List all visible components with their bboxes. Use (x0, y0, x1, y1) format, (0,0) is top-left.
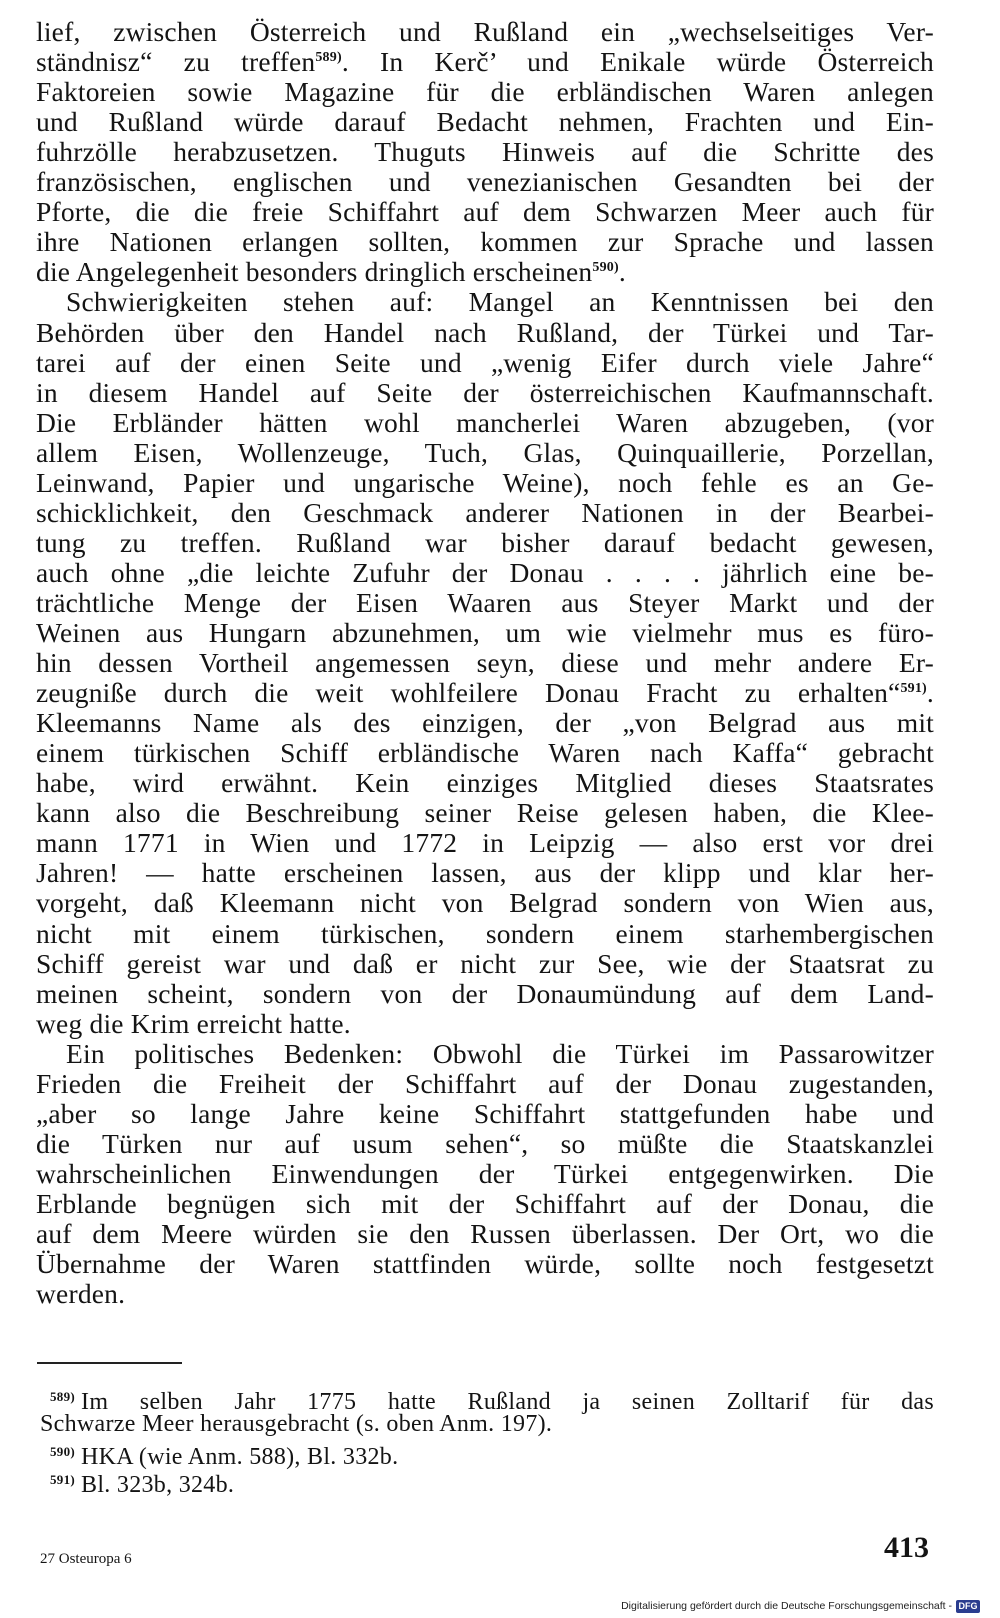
text-line: auf dem Meere würden sie den Russen überlassen. Der Ort, wo die (36, 1218, 934, 1249)
text-line: und Rußland würde darauf Bedacht nehmen, Frachten und Ein- (36, 106, 934, 138)
text-line: Behörden über den Handel nach Rußland, der Türkei und Tar- (36, 316, 934, 348)
text-line: werden. (36, 1278, 126, 1310)
footnote-text: Bl. 323b, 324b. (81, 1472, 235, 1498)
text-line: ständnisz“ zu treffen$^{589)}$. In Kerč’ und Enikale würde Österreich (36, 46, 934, 78)
text-line: tarei auf der einen Seite und „wenig Eifer durch viele Jahre“ (36, 346, 934, 378)
text-line: Pforte, die die freie Schiffahrt auf dem Schwarzen Meer auch für (36, 196, 934, 228)
text-line: Kleemanns Name als des einzigen, der „von Belgrad aus mit (36, 707, 934, 739)
text-line: habe, wird erwähnt. Kein einziges Mitglied dieses Staatsrates (36, 767, 934, 799)
text-line: in diesem Handel auf Seite der österreichischen Kaufmannschaft. (36, 376, 934, 408)
text-line: kann also die Beschreibung seiner Reise gelesen haben, die Klee- (36, 797, 934, 829)
dfg-logo: DFG (956, 1600, 980, 1613)
text-line: allem Eisen, Wollenzeuge, Tuch, Glas, Quinquaillerie, Porzellan, (36, 436, 934, 468)
footnote-line (50, 1438, 399, 1470)
text-line: Die Erbländer hätten wohl mancherlei Waren abzugeben, (vor (36, 406, 934, 438)
text-line: fuhrzölle herabzusetzen. Thuguts Hinweis auf die Schritte des (36, 136, 934, 168)
text-line: hin dessen Vortheil angemessen seyn, diese und mehr andere Er- (36, 647, 934, 679)
text-line: wahrscheinlichen Einwendungen der Türkei entgegenwirken. Die (36, 1157, 934, 1189)
text-line: Ein politisches Bedenken: Obwohl die Türkei im Passarowitzer (66, 1037, 934, 1069)
text-line: französischen, englischen und venezianischen Gesandten bei der (36, 166, 934, 198)
text-line: Leinwand, Papier und ungarische Weine), noch fehle es an Ge- (36, 466, 934, 498)
text-line: nicht mit einem türkischen, sondern einem starhembergischen (36, 917, 934, 949)
text-line: Schwierigkeiten stehen auf: Mangel an Kenntnissen bei den (66, 286, 934, 318)
text-line: Erblande begnügen sich mit der Schiffahrt auf der Donau, die (36, 1187, 934, 1219)
text-line: meinen scheint, sondern von der Donaumündung auf dem Land- (36, 977, 934, 1009)
text-line: lief, zwischen Österreich und Rußland ein „wechselseitiges Ver- (36, 16, 934, 47)
footnote-line (50, 1383, 934, 1415)
footnote-marker: 589) (315, 50, 342, 66)
footnote-separator (37, 1362, 182, 1364)
text-line: „aber so lange Jahre keine Schiffahrt stattgefunden habe und (36, 1097, 934, 1129)
footnote-text: Im selben Jahr 1775 hatte Rußland ja seinen Zolltarif für das (81, 1389, 934, 1415)
printer-signature: 27 Osteuropa 6 (40, 1551, 132, 1567)
footnote-number: 590) (50, 1444, 76, 1459)
text-line: weg die Krim erreicht hatte. (36, 1007, 351, 1039)
text-line: die Türken nur auf usum sehen“, so müßte die Staatskanzlei (36, 1127, 934, 1159)
text-line: Übernahme der Waren stattfinden würde, sollte noch festgesetzt (36, 1248, 934, 1280)
text-line: die Angelegenheit besonders dringlich erscheinen$^{590)}$. (36, 256, 626, 288)
text-line: trächtliche Menge der Eisen Waaren aus Steyer Markt und der (36, 586, 934, 618)
text-line: schicklichkeit, den Geschmack anderer Nationen in der Bearbei- (36, 496, 934, 528)
page-number: 413 (884, 1531, 929, 1564)
text-line: Frieden die Freiheit der Schiffahrt auf der Donau zugestanden, (36, 1067, 934, 1099)
footnote-marker: 590) (592, 260, 619, 276)
text-line: auch ohne „die leichte Zufuhr der Donau . . . . jährlich eine be- (36, 556, 934, 588)
text-line: tung zu treffen. Rußland war bisher darauf bedacht gewesen, (36, 526, 934, 558)
text-line: mann 1771 in Wien und 1772 in Leipzig — also erst vor drei (36, 827, 934, 859)
footnote-line (50, 1466, 235, 1498)
text-line: Weinen aus Hungarn abzunehmen, um wie vielmehr mus es füro- (36, 617, 934, 648)
footnote-marker: 591) (900, 681, 927, 697)
text-line: Schiff gereist war und daß er nicht zur See, wie der Staatsrat zu (36, 947, 934, 979)
footnote-number: 591) (50, 1472, 76, 1487)
text-line: Jahren! — hatte erscheinen lassen, aus der klipp und klar her- (36, 857, 934, 889)
footnote-line: Schwarze Meer herausgebracht (s. oben Anm. 197). (40, 1411, 553, 1437)
text-line: einem türkischen Schiff erbländische Waren nach Kaffa“ gebracht (36, 737, 934, 769)
digitization-credit: Digitalisierung gefördert durch die Deutsche Forschungsgemeinschaft - (621, 1600, 952, 1612)
text-line: Faktoreien sowie Magazine für die erbländischen Waren anlegen (36, 76, 934, 108)
footnote-text: HKA (wie Anm. 588), Bl. 332b. (81, 1444, 399, 1470)
text-line: ihre Nationen erlangen sollten, kommen zur Sprache und lassen (36, 226, 934, 258)
text-line: zeugniße durch die weit wohlfeilere Donau Fracht zu erhalten“$^{591)}$. (36, 677, 934, 709)
text-line: vorgeht, daß Kleemann nicht von Belgrad sondern von Wien aus, (36, 887, 934, 919)
footnote-number: 589) (50, 1389, 76, 1404)
